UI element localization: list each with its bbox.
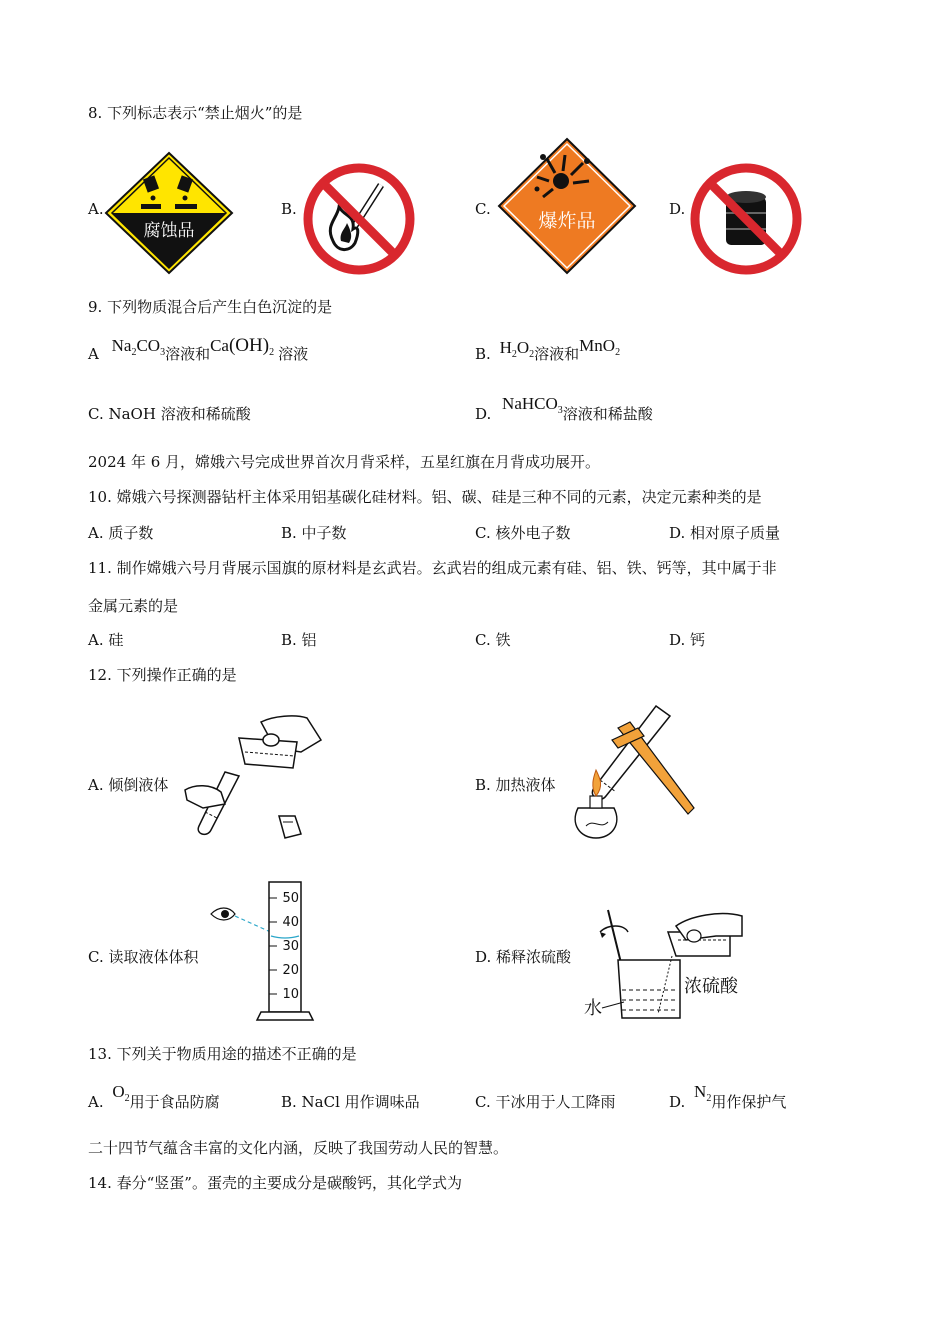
explosive-sign-icon <box>497 137 637 275</box>
label-water: 水 <box>584 998 602 1019</box>
q10-stem: 10. 嫦娥六号探测器钻杆主体采用铝基碳化硅材料。铝、碳、硅是三种不同的元素，决定元素种类的是 <box>88 488 762 506</box>
read-volume-diagram-icon <box>205 878 320 1024</box>
heat-liquid-diagram-icon <box>560 700 700 840</box>
q11-option-a: A. 硅 <box>88 631 124 649</box>
tick-50: 50 <box>282 891 299 906</box>
q8-option-a-letter: A. <box>88 200 104 218</box>
tick-40: 40 <box>282 915 299 930</box>
q11-option-b: B. 铝 <box>281 631 317 649</box>
tick-30: 30 <box>282 939 299 954</box>
q13-stem: 13. 下列关于物质用途的描述不正确的是 <box>88 1045 357 1063</box>
q9-stem: 9. 下列物质混合后产生白色沉淀的是 <box>88 298 333 316</box>
q13-option-d: D. $N_2$用作保护气 <box>669 1082 787 1111</box>
q13-option-a: A. $O_2$用于食品防腐 <box>88 1082 220 1111</box>
q12-option-b: B. 加热液体 <box>475 776 556 794</box>
pour-liquid-diagram-icon <box>175 712 325 840</box>
q10-option-a: A. 质子数 <box>88 524 154 542</box>
q10-option-c: C. 核外电子数 <box>475 524 571 542</box>
q11-stem-line2: 金属元素的是 <box>88 597 179 615</box>
q9-option-c: C. NaOH 溶液和稀硫酸 <box>88 405 251 423</box>
corrosive-sign-label: 腐蚀品 <box>143 221 195 241</box>
q10-option-d: D. 相对原子质量 <box>669 524 781 542</box>
no-barrel-sign-icon <box>690 163 802 275</box>
q8-option-c-letter: C. <box>475 200 491 218</box>
no-fire-sign-icon <box>303 163 415 275</box>
q12-option-a: A. 倾倒液体 <box>88 776 169 794</box>
q12-option-d: D. 稀释浓硫酸 <box>475 948 572 966</box>
dilute-acid-diagram-icon <box>580 906 750 1024</box>
intro-change6: 2024 年 6 月，嫦娥六号完成世界首次月背采样，五星红旗在月背成功展开。 <box>88 453 601 471</box>
q9-option-a: A $Na_2CO_3$溶液和$Ca(OH)_2$ 溶液 <box>88 335 309 363</box>
q12-option-c: C. 读取液体体积 <box>88 948 199 966</box>
intro-solar-terms: 二十四节气蕴含丰富的文化内涵，反映了我国劳动人民的智慧。 <box>88 1139 509 1157</box>
q12-stem: 12. 下列操作正确的是 <box>88 666 237 684</box>
q14-stem: 14. 春分“竖蛋”。蛋壳的主要成分是碳酸钙，其化学式为 <box>88 1174 462 1192</box>
q10-option-b: B. 中子数 <box>281 524 347 542</box>
q11-option-d: D. 钙 <box>669 631 706 649</box>
q8-option-d-letter: D. <box>669 200 686 218</box>
tick-20: 20 <box>282 963 299 978</box>
explosive-sign-label: 爆炸品 <box>538 210 596 232</box>
q8-stem: 8. 下列标志表示“禁止烟火”的是 <box>88 104 303 122</box>
q9-option-b: B. $H_2O_2$溶液和MnO$_2$ <box>475 336 621 363</box>
tick-10: 10 <box>282 987 299 1002</box>
q13-option-c: C. 干冰用于人工降雨 <box>475 1093 616 1111</box>
q11-option-c: C. 铁 <box>475 631 511 649</box>
label-concentrated-acid: 浓硫酸 <box>684 976 738 997</box>
q8-option-b-letter: B. <box>281 200 297 218</box>
q13-option-b: B. NaCl 用作调味品 <box>281 1093 420 1111</box>
q11-stem-line1: 11. 制作嫦娥六号月背展示国旗的原材料是玄武岩。玄武岩的组成元素有硅、铝、铁、钙等，其中属于非 <box>88 559 777 577</box>
q9-option-d: D. NaHCO$_3$溶液和稀盐酸 <box>475 394 653 423</box>
corrosive-sign-icon <box>105 152 233 274</box>
